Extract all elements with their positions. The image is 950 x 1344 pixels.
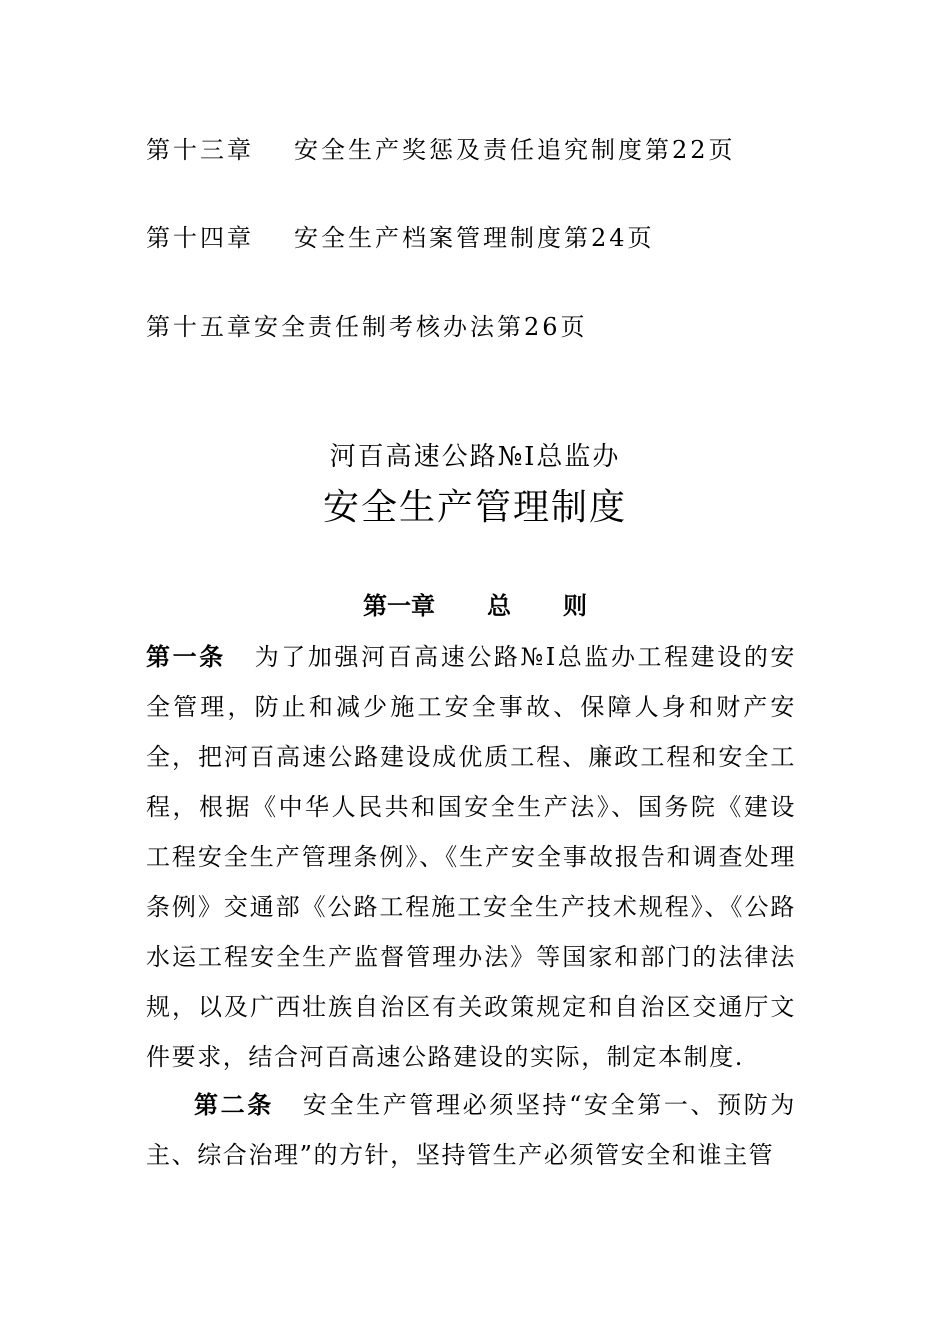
chapter-title-part: 总 <box>487 592 511 620</box>
organization-title: 河百高速公路№Ⅰ总监办 <box>329 442 621 472</box>
toc-entry-text: 安全生产奖惩及责任追究制度第22页 <box>294 136 736 164</box>
article-two-text: 安全生产管理必须坚持“安全第一、预防为主、综合治理”的方针，坚持管生产必须管安全和谁主管 <box>146 1091 796 1169</box>
toc-chapter-label: 第十五章 <box>146 313 254 341</box>
toc-chapter-label: 第十三章 <box>146 136 254 164</box>
article-two-label: 第二条 <box>194 1091 274 1119</box>
article-one <box>146 632 796 1082</box>
article-two <box>146 1080 796 1180</box>
toc-entry-13 <box>146 134 736 166</box>
chapter-one-heading <box>0 590 950 622</box>
toc-chapter-label: 第十四章 <box>146 224 254 252</box>
article-one-label: 第一条 <box>146 643 226 671</box>
chapter-label: 第一章 <box>363 592 435 620</box>
document-title: 安全生产管理制度 <box>322 487 627 528</box>
toc-entry-14 <box>146 222 655 254</box>
article-one-text: 为了加强河百高速公路№Ⅰ总监办工程建设的安全管理，防止和减少施工安全事故、保障人身和财产安全，把河百高速公路建设成优质工程、廉政工程和安全工程，根据《中华人民共和国安全生产法》、国务院《建设工程安全生产管理条例》、《生产安全事故报告和调查处理条例》交通部《公路工程施工安全生产技术规程》、《公路水运工程安全生产监督管理办法》等国家和部门的法律法规，以及广西壮族自治区有关政策规定和自治区交通厅文件要求，结合河百高速公路建设的实际，制定本制度. <box>146 643 796 1071</box>
toc-entry-text: 安全责任制考核办法第26页 <box>254 313 588 341</box>
toc-entry-text: 安全生产档案管理制度第24页 <box>294 224 655 252</box>
chapter-title-part: 则 <box>563 592 587 620</box>
toc-entry-15 <box>146 311 588 343</box>
